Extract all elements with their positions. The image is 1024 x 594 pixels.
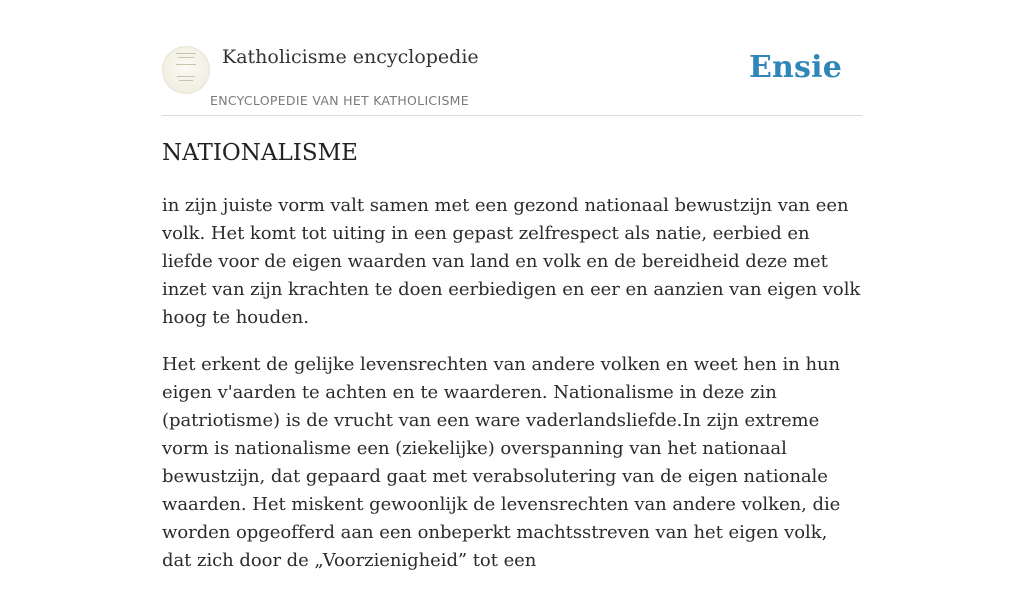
entry-body xyxy=(162,192,862,594)
book-title[interactable]: Katholicisme encyclopedie xyxy=(222,46,479,68)
entry-paragraph: Het erkent de gelijke levensrechten van andere volken en weet hen in hun eigen v'aarden te achten en te waarderen. Nationalisme in deze zin (patriotisme) is de vrucht van een ware vaderlandsliefde.In zijn extreme vorm is nationalisme een (ziekelijke) overspanning van het nationaal bewustzijn, dat gepaard gaat met verabsolutering van de eigen nationale waarden. Het miskent gewoonlijk de levensrechten van andere volken, die worden opgeofferd aan een onbeperkt machtsstreven van het eigen volk, dat zich door de „Voorzienigheid” tot een xyxy=(162,354,841,571)
book-cover-thumbnail[interactable] xyxy=(162,46,210,94)
header xyxy=(162,40,862,116)
entry-title: NATIONALISME xyxy=(162,140,358,166)
brand-logo-link[interactable]: Ensie xyxy=(748,50,842,85)
book-subtitle[interactable]: ENCYCLOPEDIE VAN HET KATHOLICISME xyxy=(210,93,469,108)
entry-paragraph: in zijn juiste vorm valt samen met een gezond nationaal bewustzijn van een volk. Het komt tot uiting in een gepast zelfrespect als natie, eerbied en liefde voor de eigen waarden van land en volk en de bereidheid deze met inzet van zijn krachten te doen eerbiedigen en eer en aanzien van eigen volk hoog te houden. xyxy=(162,195,861,328)
